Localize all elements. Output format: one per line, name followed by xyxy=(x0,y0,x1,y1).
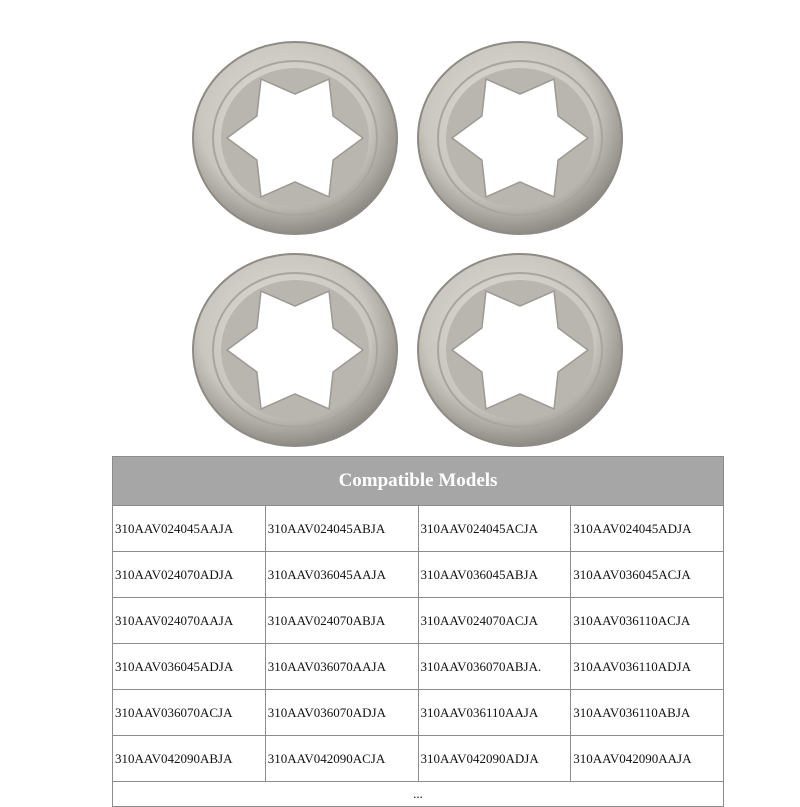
compatible-models-table xyxy=(112,456,724,807)
model-number-cell: 310AAV024045ADJA xyxy=(571,506,724,552)
model-number-cell: 310AAV024070ACJA xyxy=(418,598,571,644)
model-number-cell: 310AAV042090ABJA xyxy=(113,736,266,782)
model-number-cell: 310AAV042090ADJA xyxy=(418,736,571,782)
model-number-cell: 310AAV024045ACJA xyxy=(418,506,571,552)
table-row xyxy=(113,782,724,807)
more-models-ellipsis: ... xyxy=(113,782,724,807)
model-number-cell: 310AAV024070AAJA xyxy=(113,598,266,644)
star-lock-washer xyxy=(415,250,625,450)
model-number-cell: 310AAV042090AAJA xyxy=(571,736,724,782)
model-number-cell: 310AAV036110ADJA xyxy=(571,644,724,690)
model-number-cell: 310AAV024070ABJA xyxy=(265,598,418,644)
model-number-cell: 310AAV042090ACJA xyxy=(265,736,418,782)
model-number-cell: 310AAV036070ADJA xyxy=(265,690,418,736)
model-number-cell: 310AAV024070ADJA xyxy=(113,552,266,598)
table-body xyxy=(113,506,724,807)
table-row xyxy=(113,552,724,598)
model-number-cell: 310AAV036070ABJA. xyxy=(418,644,571,690)
model-number-cell: 310AAV036045ADJA xyxy=(113,644,266,690)
model-number-cell: 310AAV036110ACJA xyxy=(571,598,724,644)
table-row xyxy=(113,644,724,690)
washer-drawing xyxy=(190,250,400,450)
model-number-cell: 310AAV036070ACJA xyxy=(113,690,266,736)
table-title: Compatible Models xyxy=(113,457,724,506)
washer-drawing xyxy=(415,250,625,450)
model-number-cell: 310AAV036110ABJA xyxy=(571,690,724,736)
table-header-row xyxy=(113,457,724,506)
model-number-cell: 310AAV024045ABJA xyxy=(265,506,418,552)
model-number-cell: 310AAV036045ACJA xyxy=(571,552,724,598)
star-lock-washer xyxy=(190,38,400,238)
table-row xyxy=(113,598,724,644)
model-number-cell: 310AAV036045ABJA xyxy=(418,552,571,598)
model-number-cell: 310AAV036110AAJA xyxy=(418,690,571,736)
table-row xyxy=(113,736,724,782)
model-number-cell: 310AAV036045AAJA xyxy=(265,552,418,598)
star-lock-washer xyxy=(190,250,400,450)
model-number-cell: 310AAV024045AAJA xyxy=(113,506,266,552)
table-row xyxy=(113,506,724,552)
washer-drawing xyxy=(415,38,625,238)
table-row xyxy=(113,690,724,736)
star-lock-washer xyxy=(415,38,625,238)
model-number-cell: 310AAV036070AAJA xyxy=(265,644,418,690)
washer-drawing xyxy=(190,38,400,238)
